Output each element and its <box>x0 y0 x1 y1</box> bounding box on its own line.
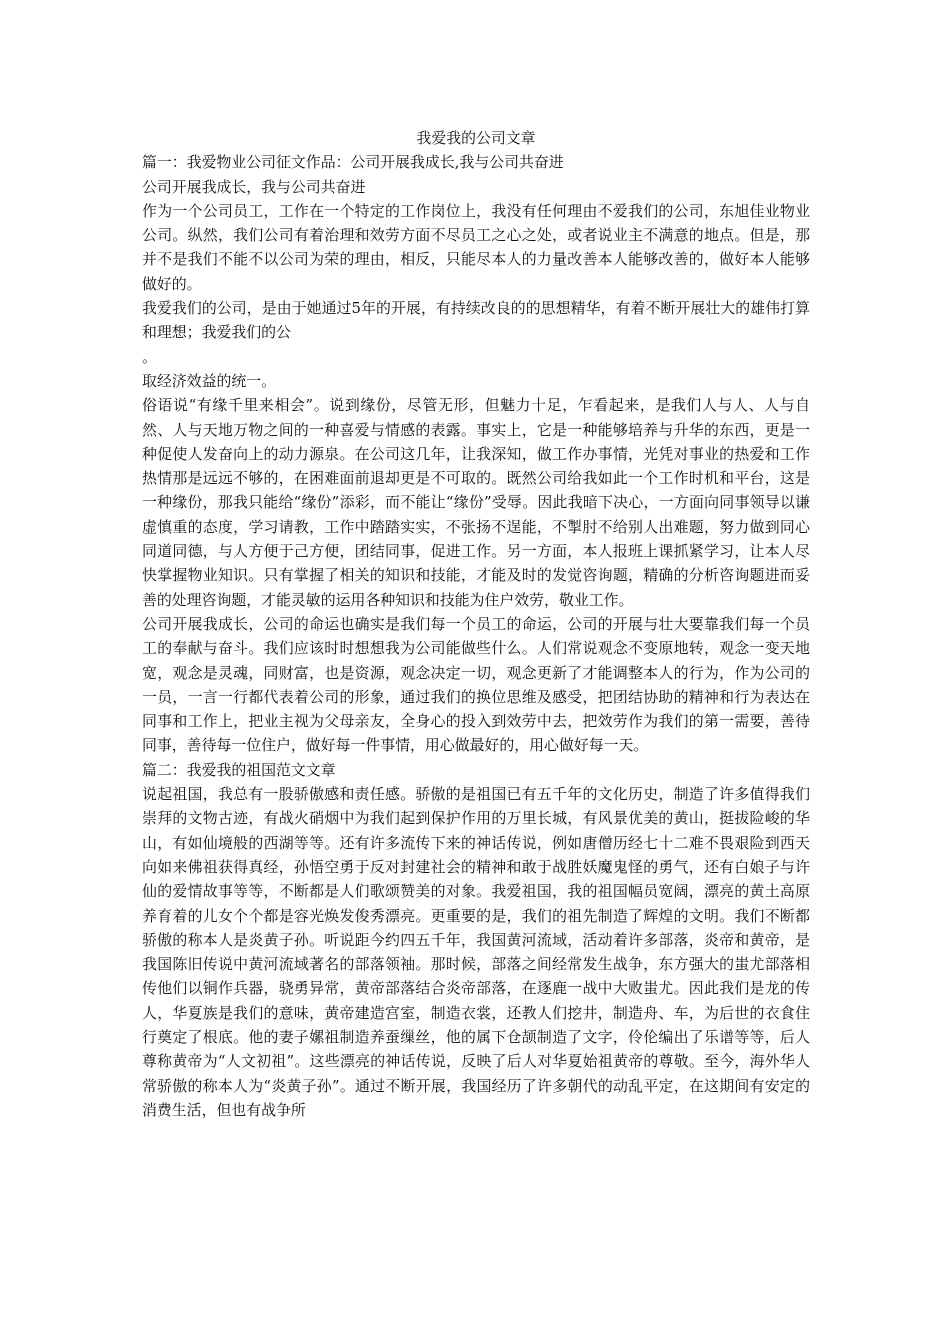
paragraph: 说起祖国，我总有一股骄傲感和责任感。骄傲的是祖国已有五千年的文化历史，制造了许多值得我们崇拜的文物古迹，有战火硝烟中为我们起到保护作用的万里长城，有风景优美的黄山，挺拔险峻的华山，有如仙境般的西湖等等。还有许多流传下来的神话传说，例如唐僧历经七十二难不畏艰险到西天向如来佛祖获得真经，孙悟空勇于反对封建社会的精神和敢于战胜妖魔鬼怪的勇气，还有白娘子与许仙的爱情故事等等，不断都是人们歌颂赞美的对象。我爱祖国，我的祖国幅员宽阔，漂亮的黄土高原养育着的儿女个个都是容光焕发俊秀漂亮。更重要的是，我们的祖先制造了辉煌的文明。我们不断都骄傲的称本人是炎黄子孙。听说距今约四五千年，我国黄河流域，活动着许多部落，炎帝和黄帝，是我国陈旧传说中黄河流域著名的部落领袖。那时候，部落之间经常发生战争，东方强大的蚩尤部落相传他们以铜作兵器，骁勇异常，黄帝部落结合炎帝部落，在逐鹿一战中大败蚩尤。因此我们是龙的传人，华夏族是我们的意味，黄帝建造宫室，制造衣裳，还教人们挖井，制造舟、车，为后世的衣食住行奠定了根底。他的妻子嫘祖制造养蚕缫丝，他的属下仓颉制造了文字，伶伦编出了乐谱等等，后人尊称黄帝为“人文初祖”。这些漂亮的神话传说，反映了后人对华夏始祖黄帝的尊敬。至今，海外华人常骄傲的称本人为“炎黄子孙”。通过不断开展，我国经历了许多朝代的动乱平定，在这期间有安定的消费生活，但也有战争所 <box>142 785 810 1119</box>
paragraph: 俗语说“有缘千里来相会”。说到缘份，尽管无形，但魅力十足，乍看起来，是我们人与人、人与自然、人与天地万物之间的一种喜爱与情感的表露。事实上，它是一种能够培养与升华的东西，更是一种促使人发奋向上的动力源泉。在公司这几年，让我深知，做工作办事情，光凭对事业的热爱和工作热情那是远远不够的，在困难面前退却更是不可取的。既然公司给我如此一个工作时机和平台，这是一种缘份，那我只能给“缘份”添彩，而不能让“缘份”受辱。因此我暗下决心，一方面向同事领导以谦虚慎重的态度，学习请教，工作中踏踏实实，不张扬不逞能，不掣肘不给别人出难题，努力做到同心同道同德，与人方便于己方便，团结同事，促进工作。另一方面，本人报班上课抓紧学习，让本人尽快掌握物业知识。只有掌握了相关的知识和技能，才能及时的发觉咨询题，精确的分析咨询题进而妥善的处理咨询题，才能灵敏的运用各种知识和技能为住户效劳，敬业工作。 <box>142 396 810 609</box>
paragraph: 取经济效益的统一。 <box>142 371 277 390</box>
paragraph: 公司开展我成长，公司的命运也确实是我们每一个员工的命运，公司的开展与壮大要靠我们每一个员工的奉献与奋斗。我们应该时时想想我为公司能做些什么。人们常说观念不变原地转，观念一变天地宽，观念是灵魂，同财富，也是资源，观念决定一切，观念更新了才能调整本人的行为，作为公司的一员，一言一行都代表着公司的形象，通过我们的换位思维及感受，把团结协助的精神和行为表达在同事和工作上，把业主视为父母亲友，全身心的投入到效劳中去，把效劳作为我们的第一需要，善待同事，善待每一位住户，做好每一件事情，用心做最好的，用心做好每一天。 <box>142 614 810 755</box>
paragraph: 我爱我们的公司，是由于她通过5年的开展，有持续改良的的思想精华，有着不断开展壮大的雄伟打算和理想；我爱我们的公 <box>142 299 810 342</box>
subheading: 公司开展我成长，我与公司共奋进 <box>142 177 366 196</box>
document-page <box>142 126 810 1122</box>
document-title: 我爱我的公司文章 <box>416 129 536 147</box>
paragraph: 。 <box>142 347 157 366</box>
paragraph: 作为一个公司员工，工作在一个特定的工作岗位上，我没有任何理由不爱我们的公司，东旭佳业物业公司。纵然，我们公司有着治理和效劳方面不尽员工之心之处，或者说业主不满意的地点。但是，那并不是我们不能不以公司为荣的理由，相反，只能尽本人的力量改善本人能够改善的，做好本人能够做好的。 <box>142 201 810 293</box>
section-heading: 篇二：我爱我的祖国范文文章 <box>142 760 336 779</box>
section-heading: 篇一：我爱物业公司征文作品：公司开展我成长,我与公司共奋进 <box>142 153 564 172</box>
